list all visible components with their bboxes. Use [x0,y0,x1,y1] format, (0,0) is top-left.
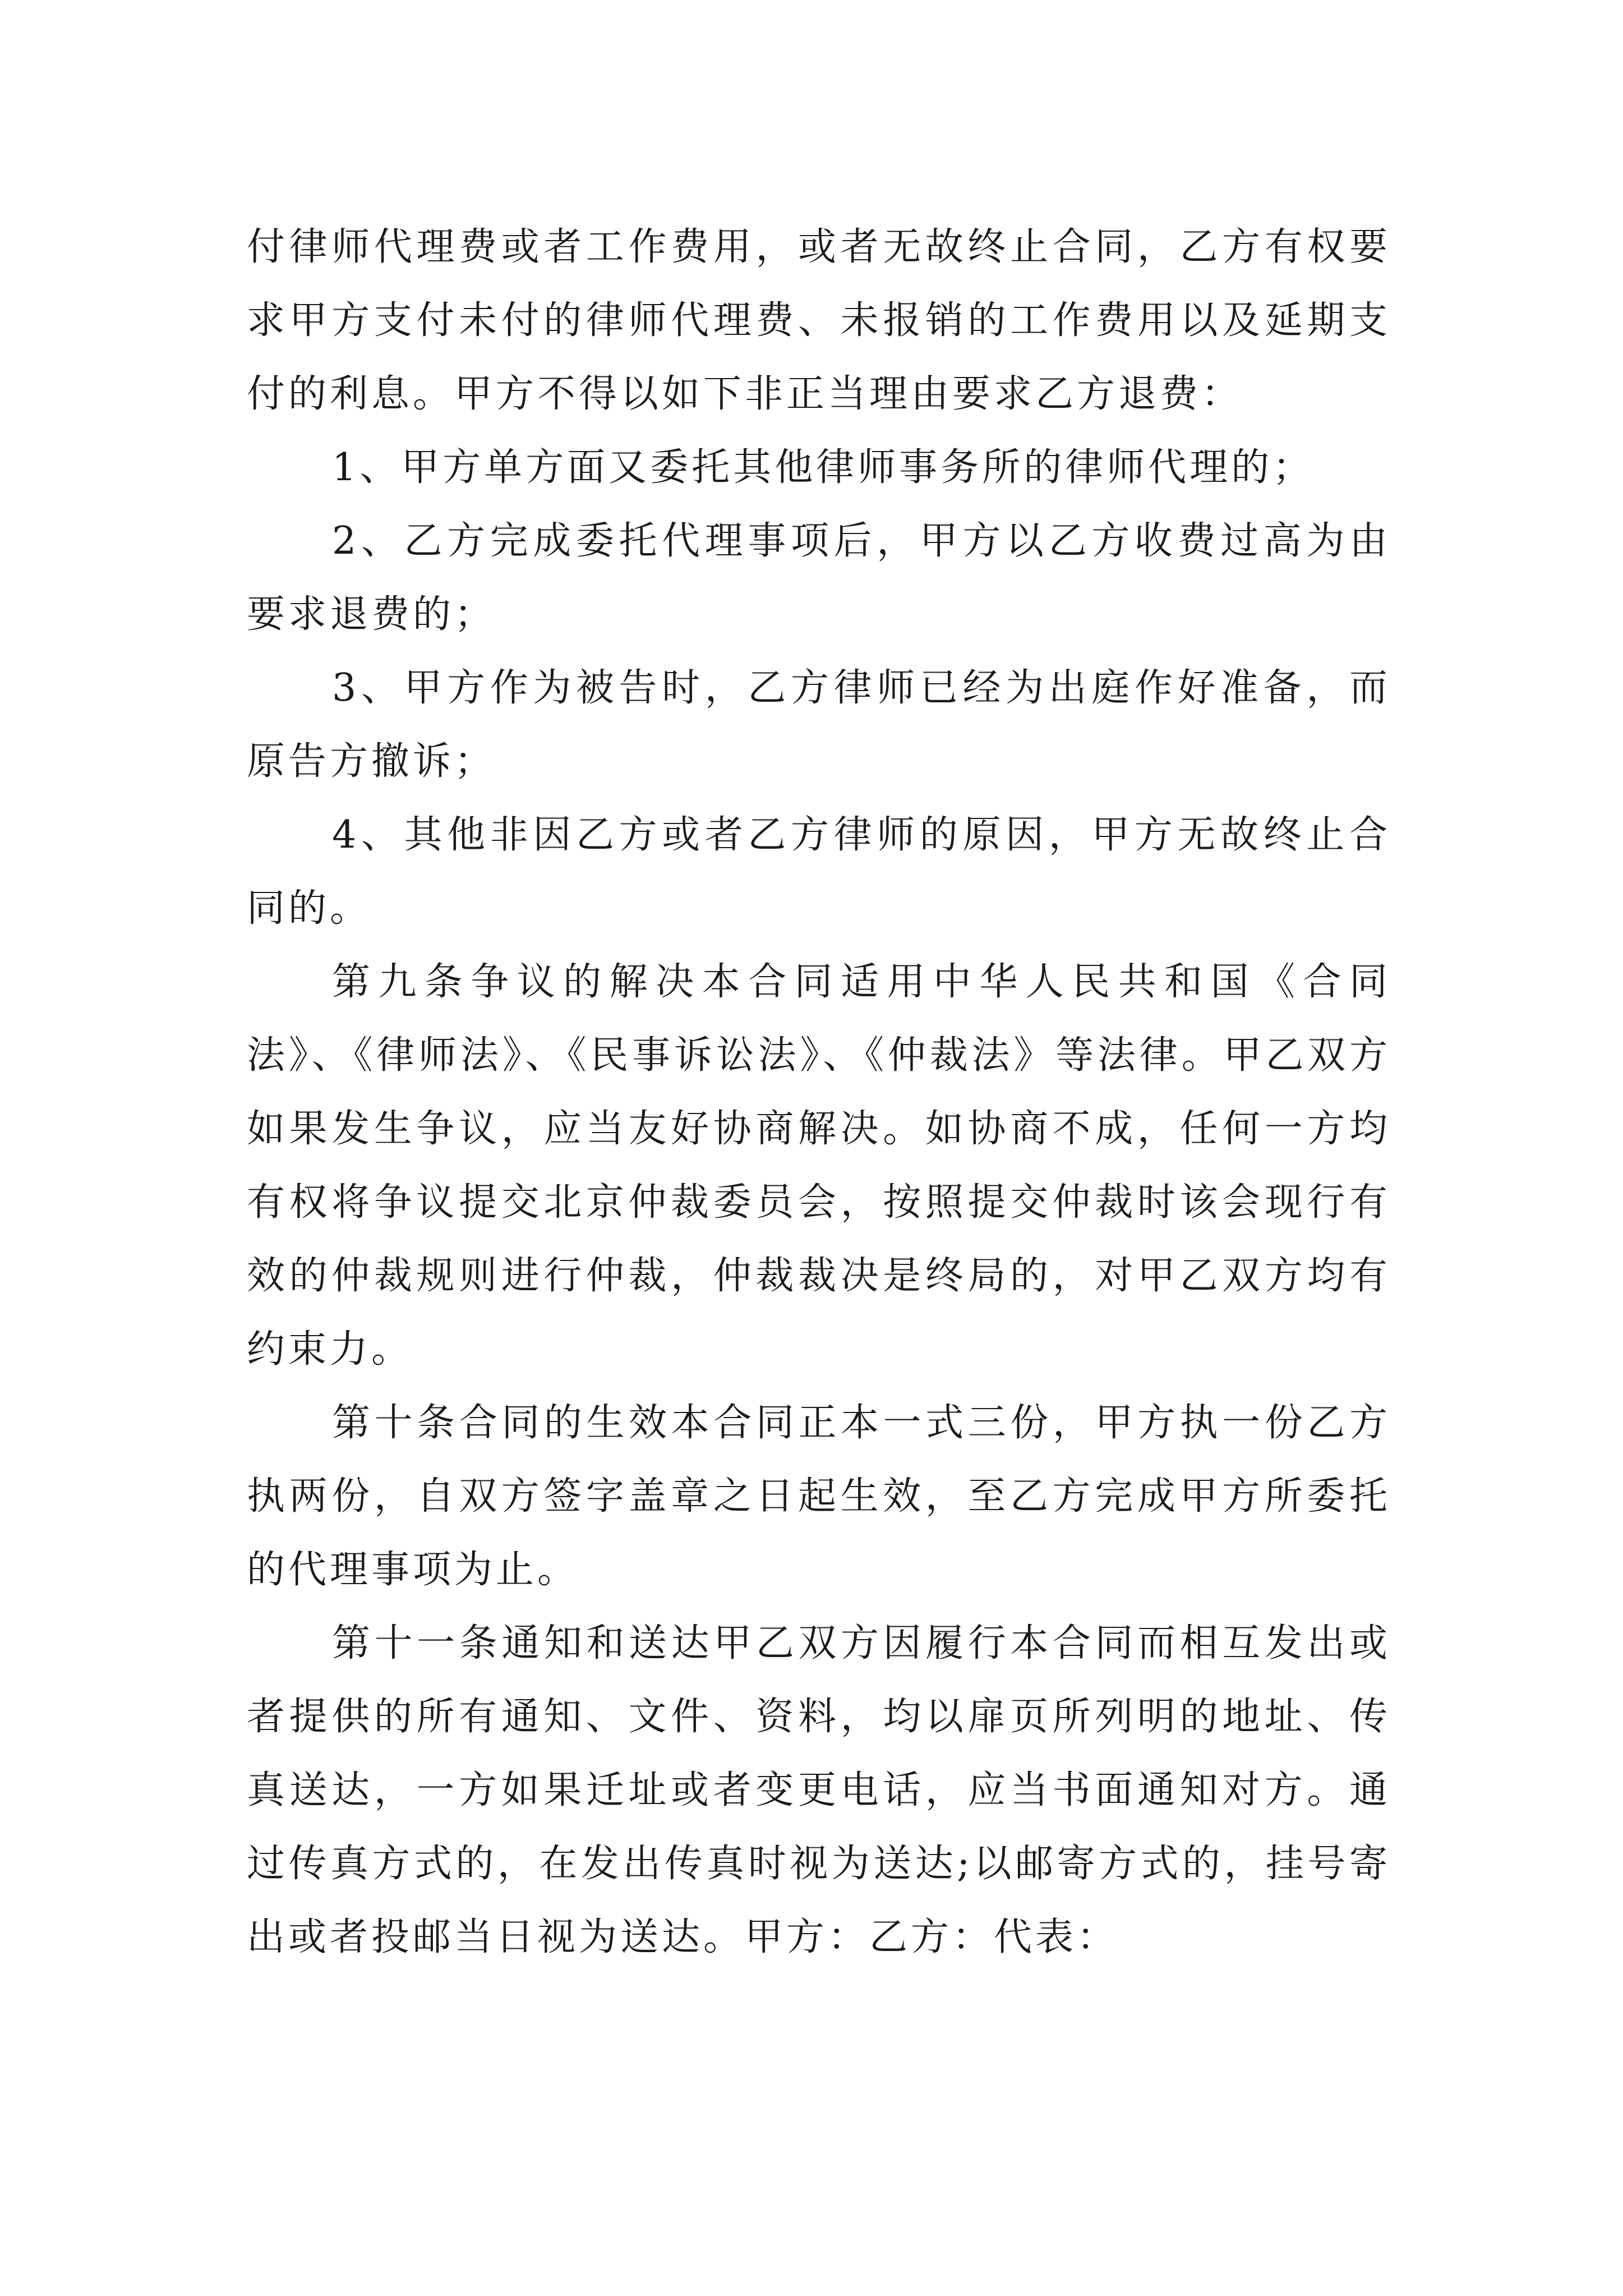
paragraph-continued-refund-clause: 付律师代理费或者工作费用，或者无故终止合同，乙方有权要求甲方支付未付的律师代理费、未报销的工作费用以及延期支付的利息。甲方不得以如下非正当理由要求乙方退费： [247,225,1391,416]
paragraph-item-2: 2、乙方完成委托代理事项后，甲方以乙方收费过高为由要求退费的； [247,519,1391,637]
contract-body-text [247,210,1391,1974]
paragraph-article-9-dispute-resolution: 第九条争议的解决本合同适用中华人民共和国《合同法》、《律师法》、《民事诉讼法》、《仲裁法》等法律。甲乙双方如果发生争议，应当友好协商解决。如协商不成，任何一方均有权将争议提交北京仲裁委员会，按照提交仲裁时该会现行有效的仲裁规则进行仲裁，仲裁裁决是终局的，对甲乙双方均有约束力。 [247,960,1391,1372]
paragraph-article-10-effectiveness: 第十条合同的生效本合同正本一式三份，甲方执一份乙方执两份，自双方签字盖章之日起生效，至乙方完成甲方所委托的代理事项为止。 [247,1401,1391,1592]
paragraph-item-4: 4、其他非因乙方或者乙方律师的原因，甲方无故终止合同的。 [247,813,1391,931]
paragraph-item-1: 1、甲方单方面又委托其他律师事务所的律师代理的； [332,445,1315,490]
paragraph-item-3: 3、甲方作为被告时，乙方律师已经为出庭作好准备，而原告方撤诉； [247,666,1391,784]
paragraph-article-11-notice-delivery: 第十一条通知和送达甲乙双方因履行本合同而相互发出或者提供的所有通知、文件、资料，均以扉页所列明的地址、传真送达，一方如果迁址或者变更电话，应当书面通知对方。通过传真方式的，在发出传真时视为送达;以邮寄方式的，挂号寄出或者投邮当日视为送达。甲方：乙方：代表： [247,1621,1391,1959]
